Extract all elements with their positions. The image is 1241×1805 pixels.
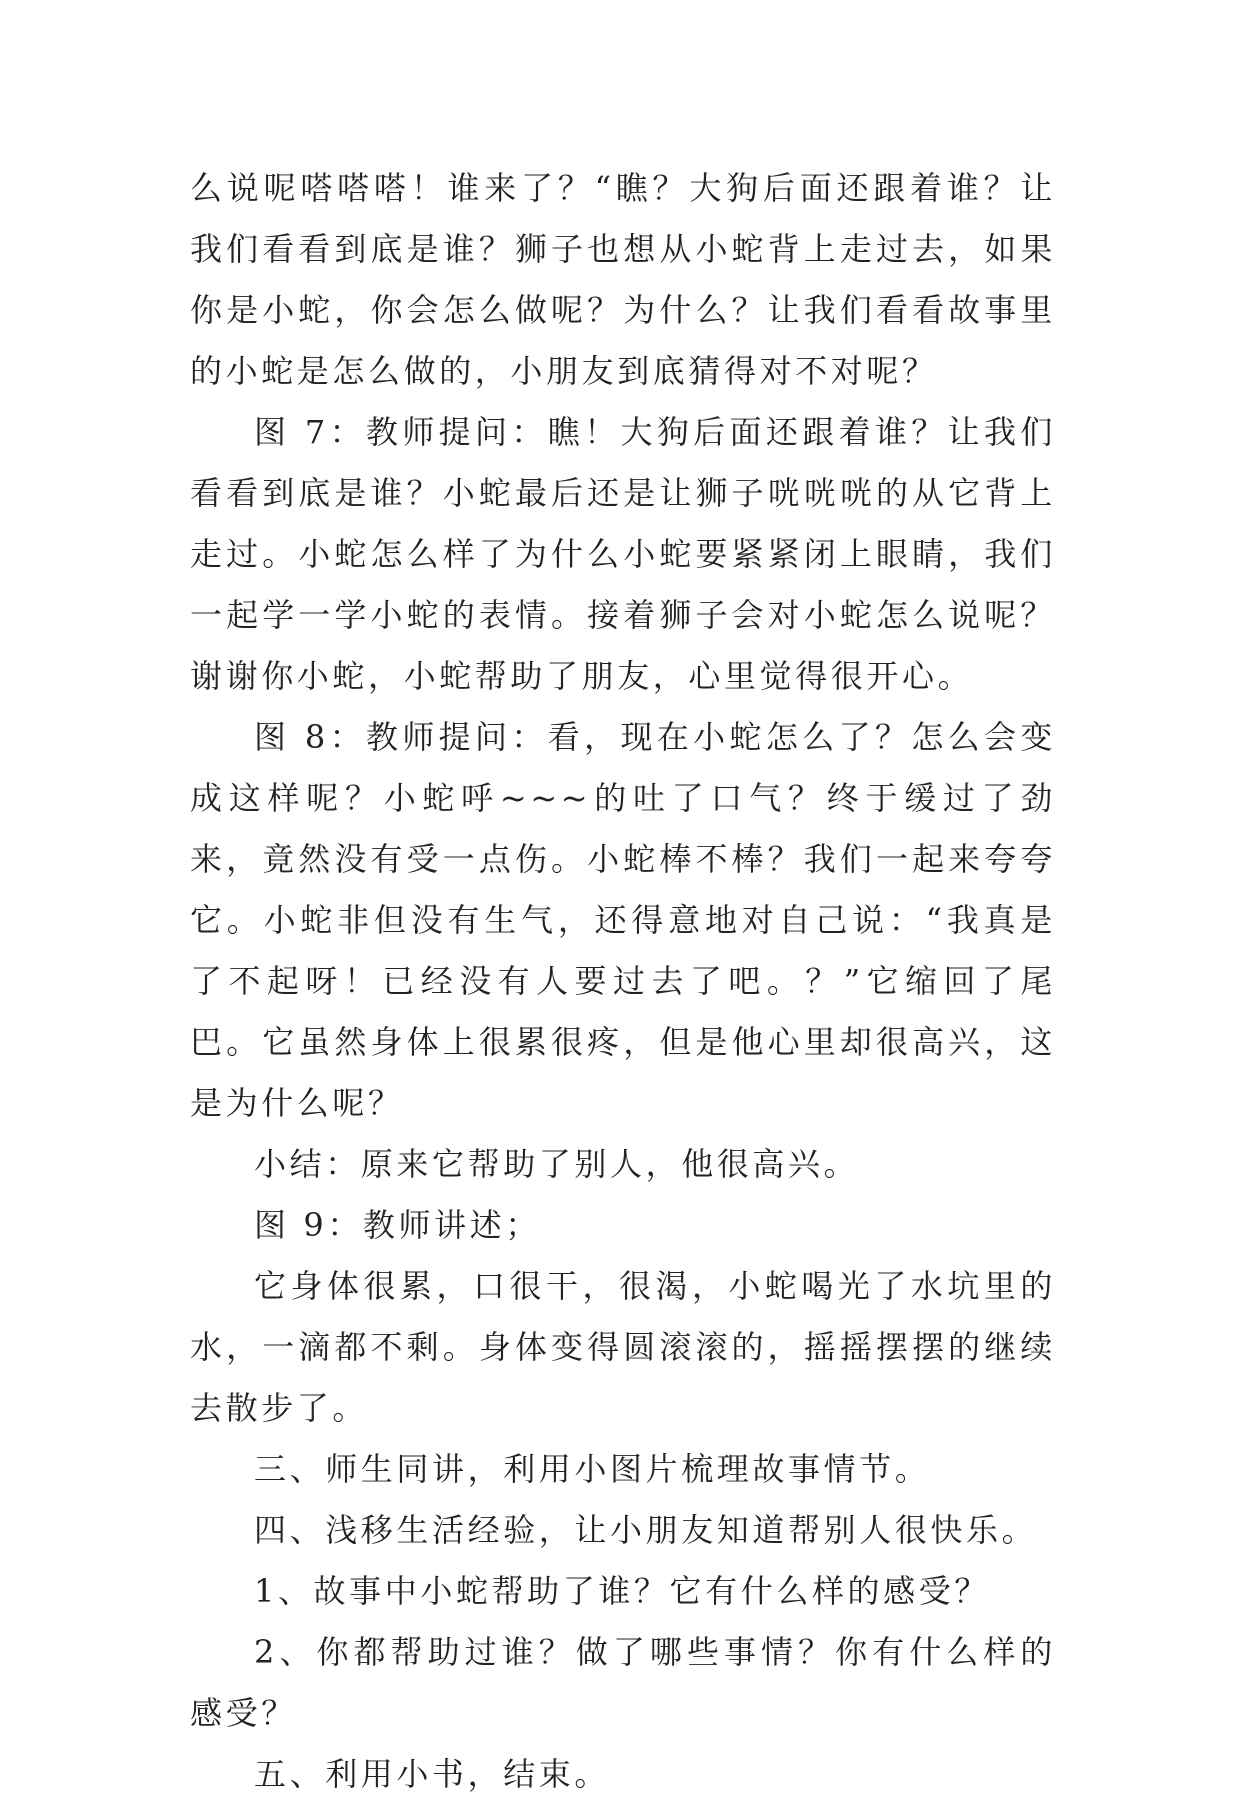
paragraph: 它身体很累，口很干，很渴，小蛇喝光了水坑里的水，一滴都不剩。身体变得圆滚滚的，摇摇摆摆的继续去散步了。: [190, 1267, 1056, 1427]
paragraph: 图 8：教师提问：看，现在小蛇怎么了？怎么会变成这样呢？小蛇呼~~~的吐了口气？终于缓过了劲来，竟然没有受一点伤。小蛇棒不棒？我们一起来夸夸它。小蛇非但没有生气，还得意地对自己说：“我真是了不起呀！已经没有人要过去了吧。？”它缩回了尾巴。它虽然身体上很累很疼，但是他心里却很高兴，这是为什么呢？: [190, 718, 1056, 1122]
paragraph: 图 9：教师讲述；: [254, 1206, 541, 1244]
paragraph: 么说呢嗒嗒嗒！谁来了？“瞧？大狗后面还跟着谁？让我们看看到底是谁？狮子也想从小蛇背上走过去，如果你是小蛇，你会怎么做呢？为什么？让我们看看故事里的小蛇是怎么做的，小朋友到底猜得对不对呢？: [190, 169, 1056, 390]
list-item: 1、故事中小蛇帮助了谁？它有什么样的感受？: [254, 1572, 990, 1610]
paragraph: 图 7：教师提问：瞧！大狗后面还跟着谁？让我们看看到底是谁？小蛇最后还是让狮子咣咣咣的从它背上走过。小蛇怎么样了为什么小蛇要紧紧闭上眼睛，我们一起学一学小蛇的表情。接着狮子会对小蛇怎么说呢？谢谢你小蛇，小蛇帮助了朋友，心里觉得很开心。: [190, 413, 1056, 695]
paragraph: 小结：原来它帮助了别人，他很高兴。: [254, 1145, 860, 1183]
document-body: [190, 158, 1056, 1805]
paragraph: 四、浅移生活经验，让小朋友知道帮别人很快乐。: [254, 1511, 1038, 1549]
paragraph: 三、师生同讲，利用小图片梳理故事情节。: [254, 1450, 931, 1488]
list-item: 2、你都帮助过谁？做了哪些事情？你有什么样的感受？: [190, 1633, 1056, 1732]
paragraph: 五、利用小书，结束。: [254, 1755, 611, 1793]
